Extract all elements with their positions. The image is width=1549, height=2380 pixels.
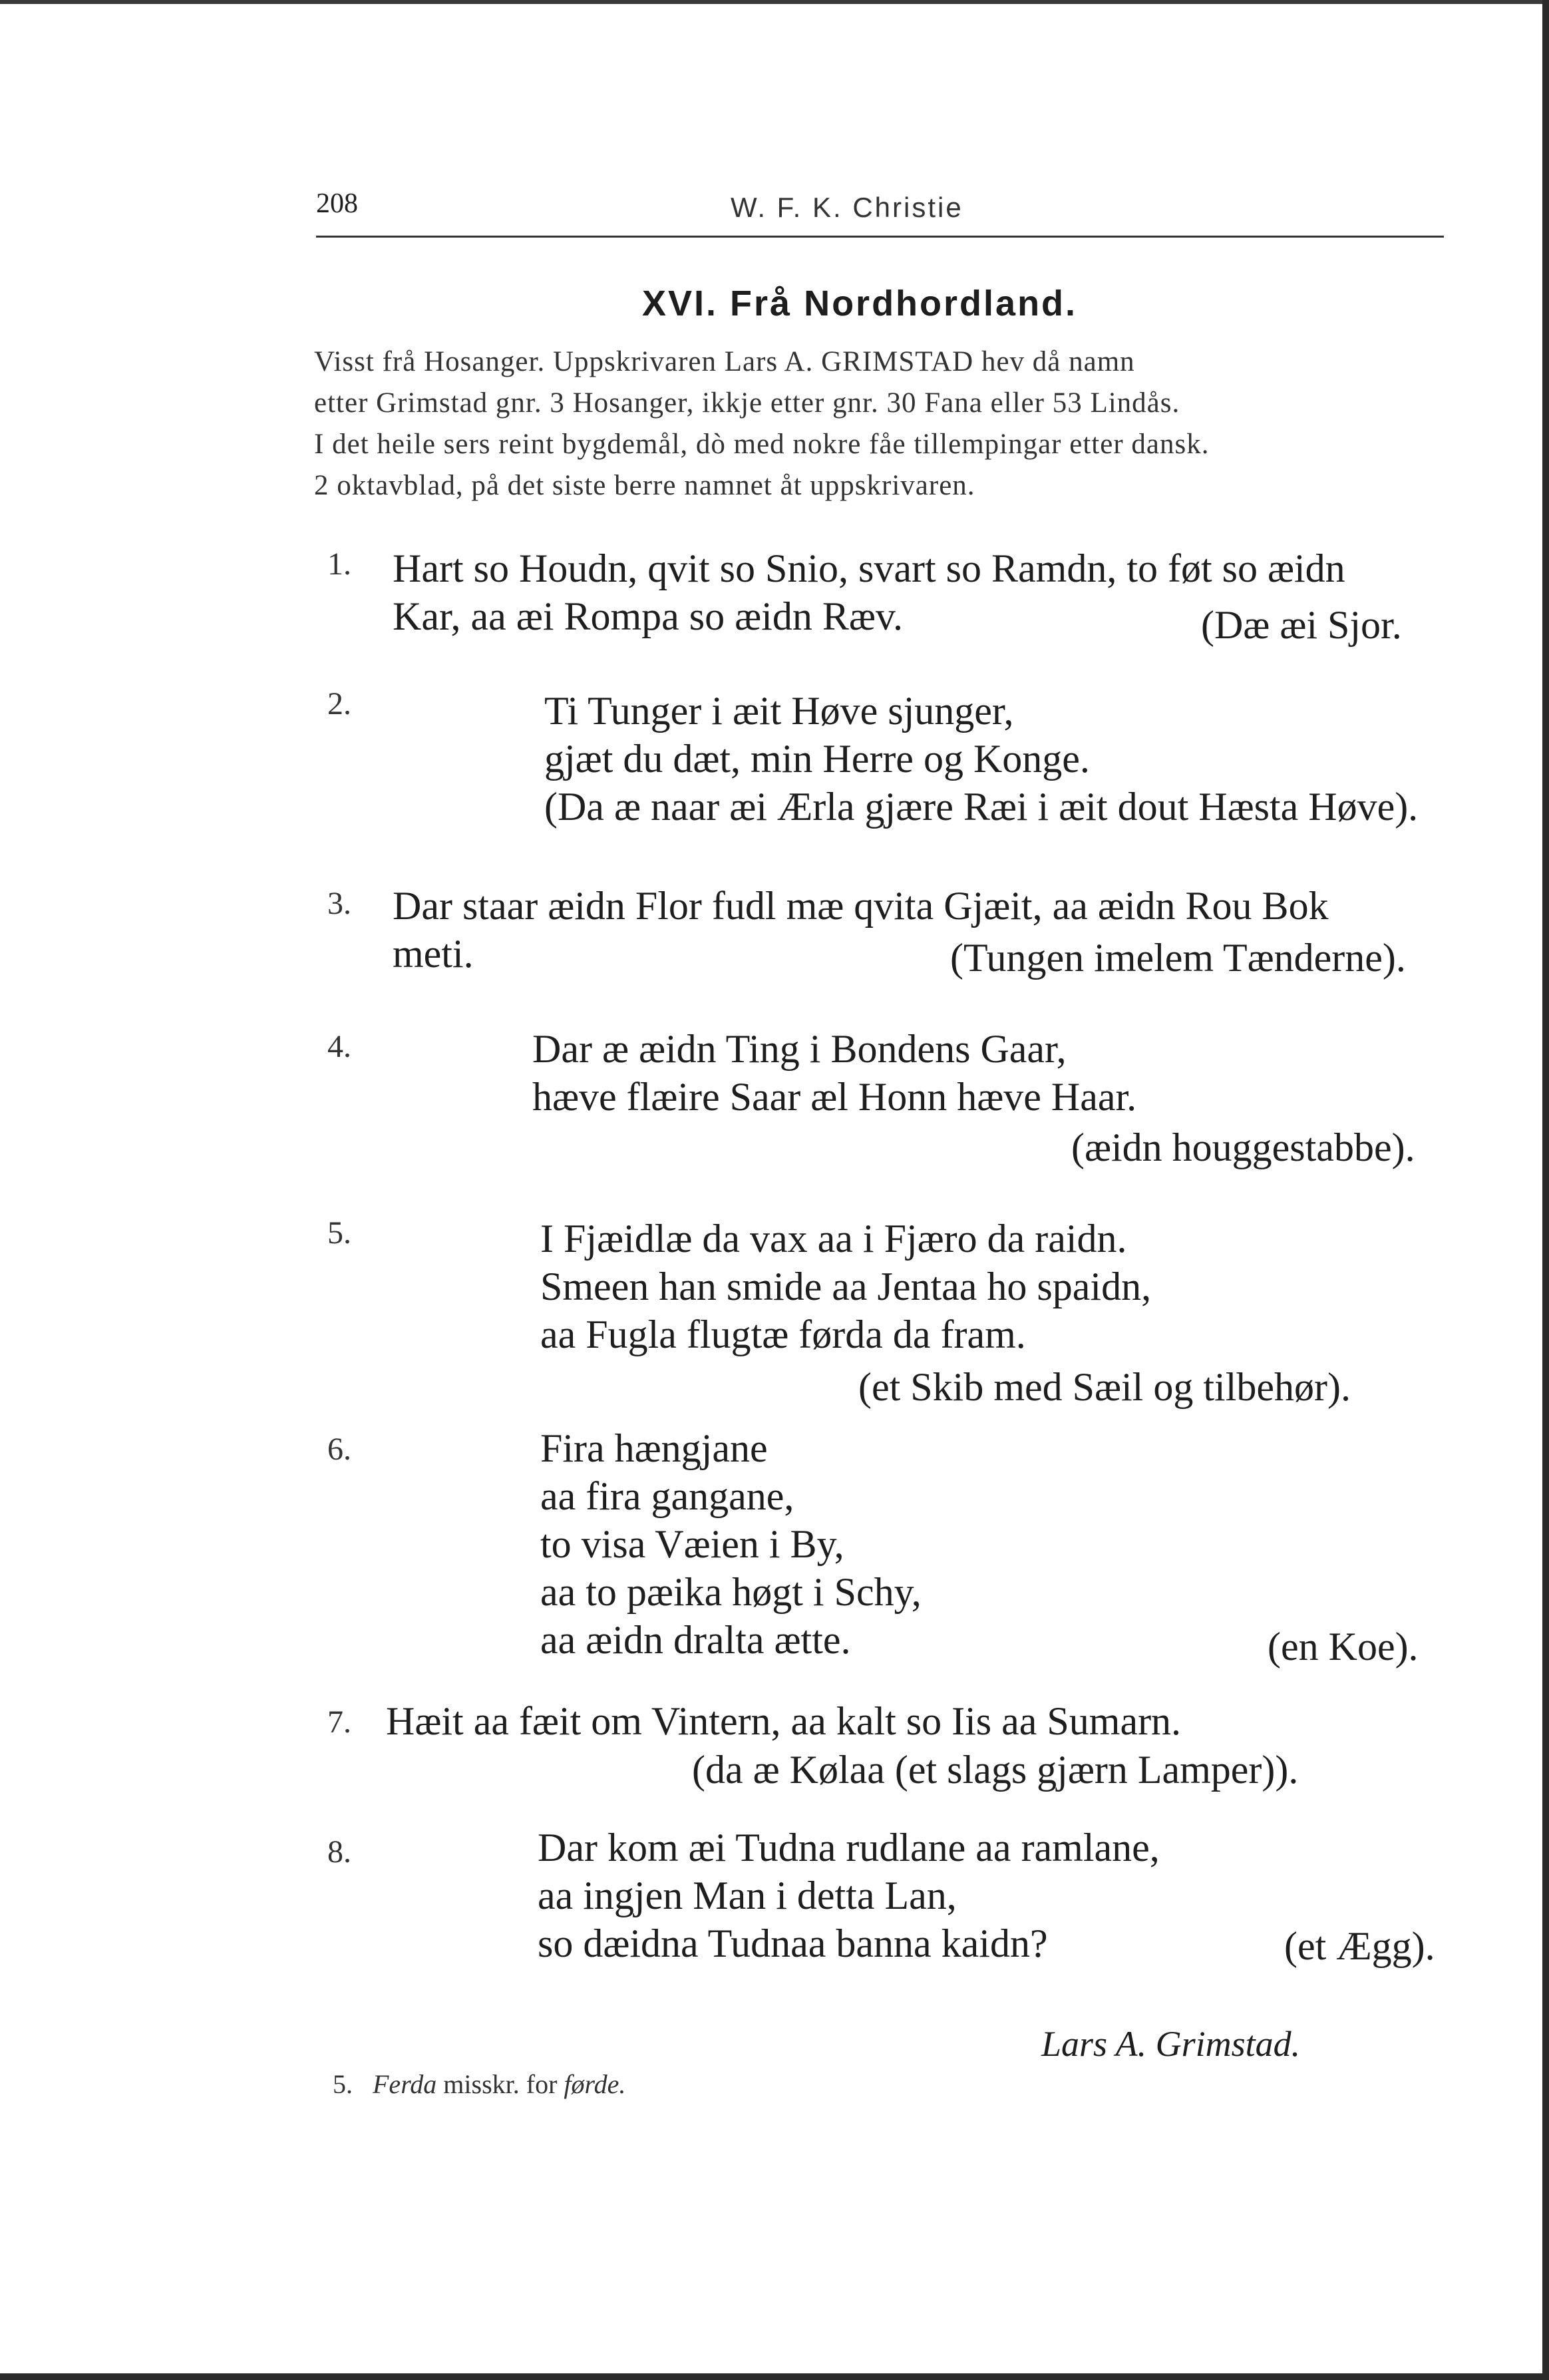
riddle-line: Kar, aa æi Rompa so æidn Ræv. (393, 594, 903, 638)
riddle-line: I Fjæidlæ da vax aa i Fjæro da raidn. (540, 1217, 1127, 1261)
riddle-line: Ti Tunger i æit Høve sjunger, (544, 689, 1014, 733)
riddle-line: Dar staar æidn Flor fudl mæ qvita Gjæit, aa æidn Rou Bok (393, 884, 1329, 928)
riddle-line: (Da æ naar æi Ærla gjære Ræi i æit dout Hæsta Høve). (544, 785, 1419, 829)
riddle-answer: (Dæ æi Sjor. (1201, 603, 1402, 647)
running-author: W. F. K. Christie (731, 192, 963, 223)
riddle-line: meti. (393, 932, 474, 976)
riddle-number: 6. (327, 1432, 351, 1467)
riddle-answer: (Tungen imelem Tænderne). (950, 936, 1406, 980)
riddle-answer: (æidn houggestabbe). (1071, 1125, 1415, 1169)
header-rule (316, 236, 1444, 238)
riddle-number: 8. (327, 1834, 351, 1870)
footnote-word: Ferda (373, 2069, 437, 2099)
riddle-number: 1. (327, 546, 351, 582)
intro-line: I det heile sers reint bygdemål, dò med nokre fåe tillempingar etter dansk. (314, 429, 1210, 460)
intro-line: 2 oktavblad, på det siste berre namnet åt uppskrivaren. (314, 470, 975, 501)
intro-line: Visst frå Hosanger. Uppskrivaren Lars A. GRIMSTAD hev då namn (314, 346, 1135, 377)
intro-line: etter Grimstad gnr. 3 Hosanger, ikkje etter gnr. 30 Fana eller 53 Lindås. (314, 387, 1180, 419)
footnote-word: førde. (564, 2069, 626, 2099)
riddle-text (540, 1424, 922, 1664)
signature: Lars A. Grimstad. (1041, 2024, 1301, 2064)
riddle-number: 2. (327, 686, 351, 721)
section-title: XVI. Frå Nordhordland. (642, 284, 1078, 323)
section-intro (314, 341, 1445, 506)
riddle-answer: (en Koe). (1268, 1625, 1419, 1669)
riddle-text (540, 1215, 1151, 1358)
riddle-line: aa ingjen Man i detta Lan, (538, 1874, 957, 1917)
riddle-line: Dar kom æi Tudna rudlane aa ramlane, (538, 1826, 1160, 1870)
riddle-line: Dar æ æidn Ting i Bondens Gaar, (532, 1027, 1067, 1071)
riddle-number: 7. (327, 1704, 351, 1740)
riddle-line: to visa Væien i By, (540, 1522, 844, 1566)
riddle-text (532, 1025, 1136, 1121)
riddle-line: aa to pæika høgt i Schy, (540, 1570, 922, 1614)
scan-edge-right (1542, 0, 1549, 2380)
riddle-answer: (da æ Kølaa (et slags gjærn Lamper)). (692, 1748, 1299, 1792)
riddle-text (386, 1697, 1181, 1745)
riddle-answer: (et Skib med Sæil og tilbehør). (858, 1365, 1351, 1409)
footnote-text: misskr. for (443, 2069, 558, 2099)
scan-edge-top (0, 0, 1549, 4)
riddle-line: Hart so Houdn, qvit so Snio, svart so Ramdn, to føt so æidn (393, 546, 1345, 590)
riddle-answer: (et Ægg). (1284, 1924, 1435, 1968)
riddle-line: hæve flæire Saar æl Honn hæve Haar. (532, 1075, 1137, 1119)
riddle-line: aa fira gangane, (540, 1474, 794, 1518)
riddle-line: Hæit aa fæit om Vintern, aa kalt so Iis aa Sumarn. (386, 1699, 1182, 1743)
riddle-text (538, 1824, 1160, 1967)
footnote-number: 5. (333, 2069, 353, 2099)
riddle-number: 3. (327, 886, 351, 921)
riddle-line: so dæidna Tudnaa banna kaidn? (538, 1921, 1048, 1965)
footnote (333, 2069, 625, 2100)
riddle-line: aa Fugla flugtæ førda da fram. (540, 1312, 1026, 1356)
riddle-line: Fira hængjane (540, 1426, 768, 1470)
scan-edge-bottom (0, 2373, 1549, 2380)
riddle-number: 5. (327, 1215, 351, 1251)
riddle-number: 4. (327, 1029, 351, 1064)
running-header (316, 188, 1444, 241)
riddle-line: Smeen han smide aa Jentaa ho spaidn, (540, 1265, 1152, 1308)
page-number: 208 (316, 188, 358, 219)
riddle-text (544, 687, 1418, 831)
riddle-line: gjæt du dæt, min Herre og Konge. (544, 737, 1090, 781)
riddle-line: aa æidn dralta ætte. (540, 1618, 851, 1662)
